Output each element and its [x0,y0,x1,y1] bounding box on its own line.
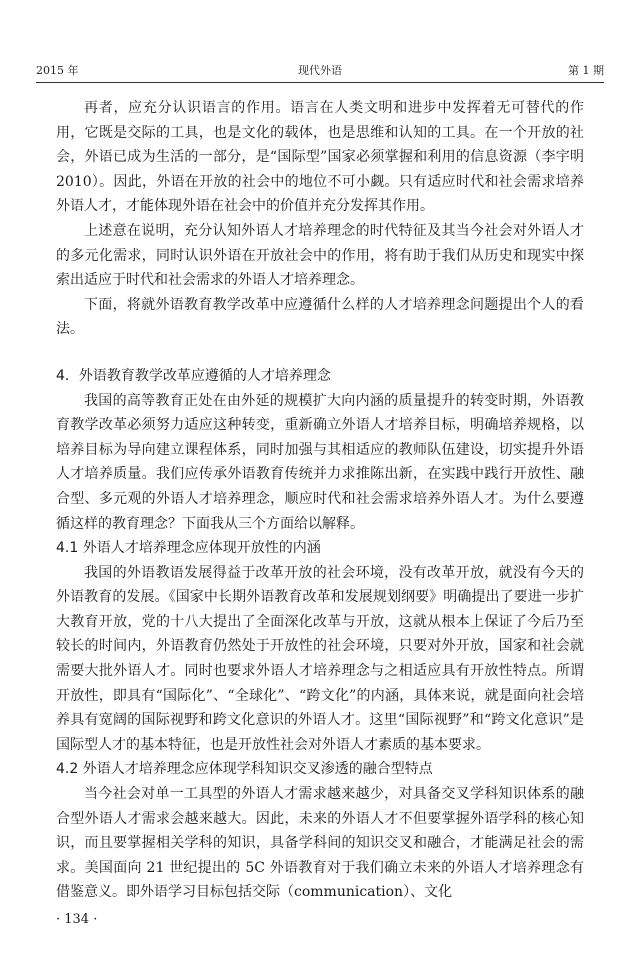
header-issue: 第 1 期 [568,64,604,77]
section-gap [56,342,584,364]
header-journal: 现代外语 [298,64,342,77]
paragraph-intro-2: 上述意在说明，充分认知外语人才培养理念的时代特征及其当今社会对外语人才的多元化需求，同时认识外语在开放社会中的作用，将有助于我们从历史和现实中探索出适应于时代和社会需求的外语人才培养理念。 [56,222,584,289]
section-4-2-heading: 4.2 外语人才培养理念应体现学科知识交叉渗透的融合型特点 [56,761,433,778]
paragraph-intro-3: 下面，将就外语教育教学改革中应遵循什么样的人才培养理念问题提出个人的看法。 [56,296,584,338]
article-body [56,96,584,905]
section-4-1-paragraph: 我国的外语教语发展得益于改革开放的社会环境，没有改革开放，就没有今天的外语教育的发展。《国家中长期外语教育改革和发展规划纲要》明确提出了要进一步扩大教育开放，党的十八大提出了全面深化改革与开放，这就从根本上保证了今后乃至较长的时间内，外语教育仍然处于开放性的社会环境，只要对外开放，国家和社会就需要大批外语人才。同时也要求外语人才培养理念与之相适应具有开放性特点。所谓开放性，即具有“国际化”、“全球化”、“跨文化”的内涵，具体来说，就是面向社会培养具有宽阔的国际视野和跨文化意识的外语人才。这里“国际视野”和“跨文化意识”是国际型人才的基本特征，也是开放性社会对外语人才素质的基本要求。 [56,564,584,753]
paragraph-intro-1: 再者，应充分认识语言的作用。语言在人类文明和进步中发挥着无可替代的作用，它既是交际的工具，也是文化的载体，也是思维和认知的工具。在一个开放的社会，外语已成为生活的一部分，是“国际型”国家必须掌握和利用的信息资源（李宇明 2010）。因此，外语在开放的社会中的地位不可小觑。只有适应时代和社会需求培养外语人才，才能体现外语在社会中的价值并充分发挥其作用。 [56,100,584,215]
section-4-paragraph: 我国的高等教育正处在由外延的规模扩大向内涵的质量提升的转变时期，外语教育教学改革必须努力适应这种转变，重新确立外语人才培养目标，明确培养规格，以培养目标为导向建立课程体系，同时加强与其相适应的教师队伍建设，切实提升外语人才培养质量。我们应传承外语教育传统并力求推陈出新，在实践中践行开放性、融合型、多元观的外语人才培养理念，顺应时代和社会需求培养外语人才。为什么要遵循这样的教育理念？下面我从三个方面给以解释。 [56,392,584,532]
section-4-heading: 4．外语教育教学改革应遵循的人才培养理念 [56,367,331,384]
running-header [36,60,604,83]
header-year: 2015 年 [36,64,79,77]
section-4-1-heading: 4.1 外语人才培养理念应体现开放性的内涵 [56,540,321,557]
page-number: · 134 · [56,912,98,927]
section-4-2-paragraph: 当今社会对单一工具型的外语人才需求越来越少，对具备交叉学科知识体系的融合型外语人才需求会越来越大。因此，未来的外语人才不但要掌握外语学科的核心知识，而且要掌握相关学科的知识，具备学科间的知识交叉和融合，才能满足社会的需求。美国面向 21 世纪提出的 5C 外语教育对于我们确立未来的外语人才培养理念有借鉴意义。即外语学习目标包括交际（communication）、文化 [56,786,584,901]
